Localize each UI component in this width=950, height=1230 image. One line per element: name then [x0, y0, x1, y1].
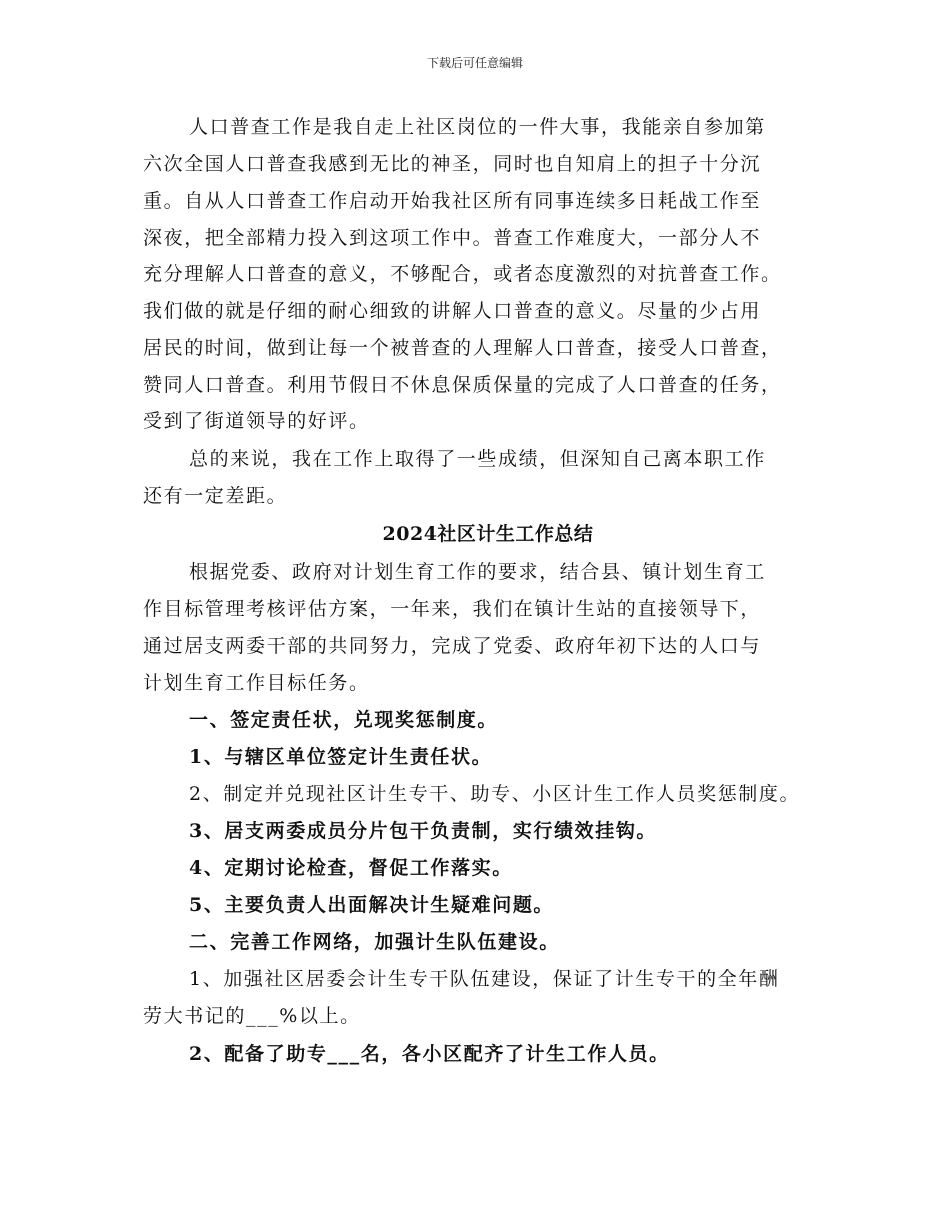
paragraph-line: 赞同人口普查。利用节假日不休息保质保量的完成了人口普查的任务，	[143, 374, 782, 396]
list-item: 5、主要负责人出面解决计生疑难问题。	[189, 894, 555, 916]
paragraph-line: 根据党委、政府对计划生育工作的要求，结合县、镇计划生育工	[189, 561, 766, 583]
list-item: 1、与辖区单位签定计生责任状。	[189, 746, 493, 768]
list-item: 3、居支两委成员分片包干负责制，实行绩效挂钩。	[189, 820, 658, 842]
paragraph-line: 总的来说，我在工作上取得了一些成绩，但深知自己离本职工作	[189, 448, 766, 470]
paragraph-line: 通过居支两委干部的共同努力，完成了党委、政府年初下达的人口与	[143, 635, 762, 657]
page-header: 下载后可任意编辑	[426, 56, 523, 70]
list-item: 4、定期讨论检查，督促工作落实。	[189, 857, 513, 879]
paragraph-line: 还有一定差距。	[143, 485, 288, 507]
list-item: 1、加强社区居委会计生专干队伍建设，保证了计生专干的全年酬	[189, 968, 780, 990]
article-title: 2024社区计生工作总结	[382, 523, 594, 545]
section-heading: 二、完善工作网络，加强计生队伍建设。	[189, 931, 560, 953]
list-item: 2、配备了助专___名，各小区配齐了计生工作人员。	[189, 1043, 670, 1065]
paragraph-line: 充分理解人口普查的意义，不够配合，或者态度激烈的对抗普查工作。	[143, 263, 782, 285]
paragraph-line: 深夜，把全部精力投入到这项工作中。普查工作难度大，一部分人不	[143, 227, 762, 249]
list-item: 劳大书记的___%以上。	[143, 1005, 361, 1027]
paragraph-line: 人口普查工作是我自走上社区岗位的一件大事，我能亲自参加第	[189, 116, 766, 138]
paragraph-line: 居民的时间，做到让每一个被普查的人理解人口普查，接受人口普查，	[143, 337, 782, 359]
list-item: 2、制定并兑现社区计生专干、助专、小区计生工作人员奖惩制度。	[189, 783, 801, 805]
paragraph-line: 六次全国人口普查我感到无比的神圣，同时也自知肩上的担子十分沉	[143, 153, 762, 175]
paragraph-line: 作目标管理考核评估方案，一年来，我们在镇计生站的直接领导下，	[143, 598, 762, 620]
paragraph-line: 我们做的就是仔细的耐心细致的讲解人口普查的意义。尽量的少占用	[143, 300, 762, 322]
paragraph-line: 重。自从人口普查工作启动开始我社区所有同事连续多日耗战工作至	[143, 190, 762, 212]
paragraph-line: 计划生育工作目标任务。	[143, 672, 370, 694]
section-heading: 一、签定责任状，兑现奖惩制度。	[189, 709, 499, 731]
paragraph-line: 受到了街道领导的好评。	[143, 410, 370, 432]
